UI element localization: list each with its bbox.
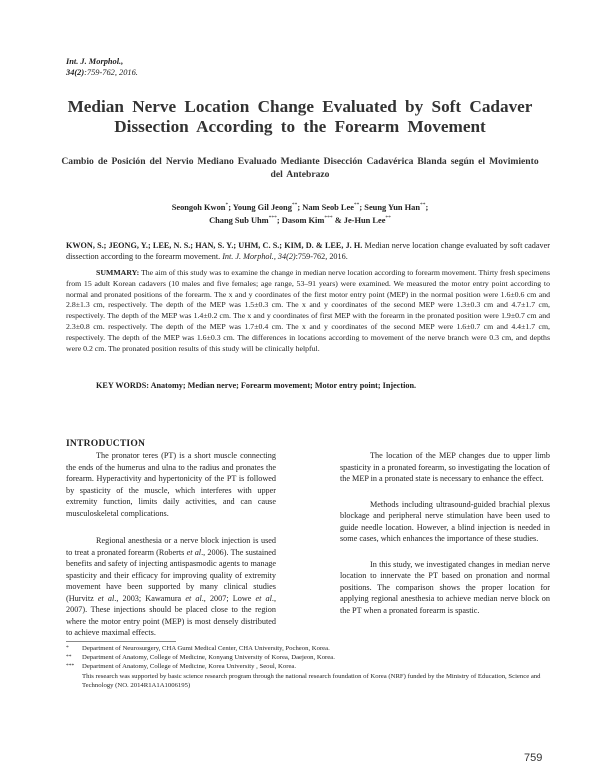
- journal-name: Int. J. Morphol.,: [66, 57, 124, 66]
- paper-title: Median Nerve Location Change Evaluated by Soft Cadaver Dissection According to the Forearm Movement: [67, 97, 533, 136]
- journal-volume-pages: 34(2):759-762, 2016.: [66, 68, 138, 77]
- paragraph: In this study, we investigated changes in median nerve location to innervate the PT based on pronation and normal positions. The comparison shows the proper location for applying regional anesthesia to achieve median nerve block on the PT when a pronated forearm is spastic.: [340, 559, 550, 615]
- footnote: ** Department of Anatomy, College of Medicine, Konyang University of Korea, Daejeon, Korea.: [66, 654, 335, 662]
- paragraph: Methods including ultrasound-guided brachial plexus blockage and peripheral nerve stimulation have been used to guide needle location. However, a blind injection is needed in some cases, which enhances the importance of these studies.: [340, 499, 550, 543]
- abstract-summary: SUMMARY: The aim of this study was to examine the change in median nerve location according to forearm movement. Thirty fresh specimens from 15 adult Korean cadavers (10 males and five females; age range, 53–91 years) were examined. We measured the motor entry point according to normal and pronated positions of the forearm. The x and y coordinates of the first motor entry point (MEP) in the normal position were 1.6±0.6 cm and 2.8±1.3 cm, respectively. The depth of the MEP was 1.5±0.3 cm. The x and y coordinates of the second MEP were 1.3±0.3 cm and 4.7±1.7 cm, respectively. The depth of the MEP was 1.4±0.2 cm. The x and y coordinates of first MEP with the forearm in the pronated position were 1.9±0.7 cm and 2.3±0.8 cm. respectively. The depth of the MEP was 1.7±0.4 cm. The x and y coordinates of the second MEP were 1.6±0.7 cm and 4.4±1.7 cm, respectively. The depth of the MEP was 1.6±0.3 cm. The differences in locations according to movement of the nerve branch were 0.3 cm, and depths were 0.2 cm. The pronated position results of this study will be clinically helpful.: [66, 268, 550, 353]
- citation: KWON, S.; JEONG, Y.; LEE, N. S.; HAN, S. Y.; UHM, C. S.; KIM, D. & LEE, J. H. Median nerve location change evaluated by soft cadaver dissection according to the forearm movement. Int. J. Morphol., 34(2):759-762, 2016.: [66, 241, 550, 262]
- paragraph: The location of the MEP changes due to upper limb spasticity in a pronated forearm, so investigating the location of the MEP in a pronated state is necessary to enhance the effect.: [340, 451, 550, 483]
- funding-note: This research was supported by basic science research program through the national research foundation of Korea (NRF) funded by the Ministry of Education, Science and Technology (NO. 2014R1A1A1006195): [82, 672, 541, 689]
- paragraph: The pronator teres (PT) is a short muscle connecting the ends of the humerus and ulna to the radius and pronates the forearm. Hyperactivity and hypertonicity of the PT is followed by spasticity of the muscle, which interferes with upper extremity function, limits daily activities, and can cause musculoskeletal complications.: [66, 451, 276, 518]
- paper-subtitle-spanish: Cambio de Posición del Nervio Mediano Evaluado Mediante Disección Cadavérica Blanda según el Movimiento del Antebrazo: [61, 156, 539, 180]
- footnote: *** Department of Anatomy, College of Medicine, Korea University , Seoul, Korea.: [66, 663, 297, 671]
- journal-header: [66, 56, 138, 78]
- body-column-left: [66, 450, 276, 639]
- section-heading-introduction: INTRODUCTION: [66, 438, 146, 449]
- footnote-divider: [66, 641, 176, 642]
- page-number: 759: [524, 752, 543, 764]
- footnote: * Department of Neurosurgery, CHA Gumi Medical Center, CHA University, Pocheon, Korea.: [66, 645, 330, 652]
- footnotes: [66, 644, 550, 690]
- keywords: KEY WORDS: Anatomy; Median nerve; Forearm movement; Motor entry point; Injection.: [96, 381, 417, 390]
- paragraph: Regional anesthesia or a nerve block injection is used to treat a pronated forearm (Roberts et al., 2006). The sustained benefits and safety of injecting antispasmodic agents to manage spasticity and their efficacy for improving quality of extremity movement have been supported by many clinical studies (Hurvitz et al., 2003; Kawamura et al., 2007; Lowe et al., 2007). These injections should be placed close to the region where the motor entry point (MEP) is most densely distributed to achieve maximal effects.: [66, 536, 277, 637]
- body-column-right: [340, 450, 550, 616]
- author-list: Seongoh Kwon*; Young Gil Jeong**; Nam Seob Lee**; Seung Yun Han**; Chang Sub Uhm***; Dasom Kim*** & Je-Hun Lee**: [171, 202, 429, 225]
